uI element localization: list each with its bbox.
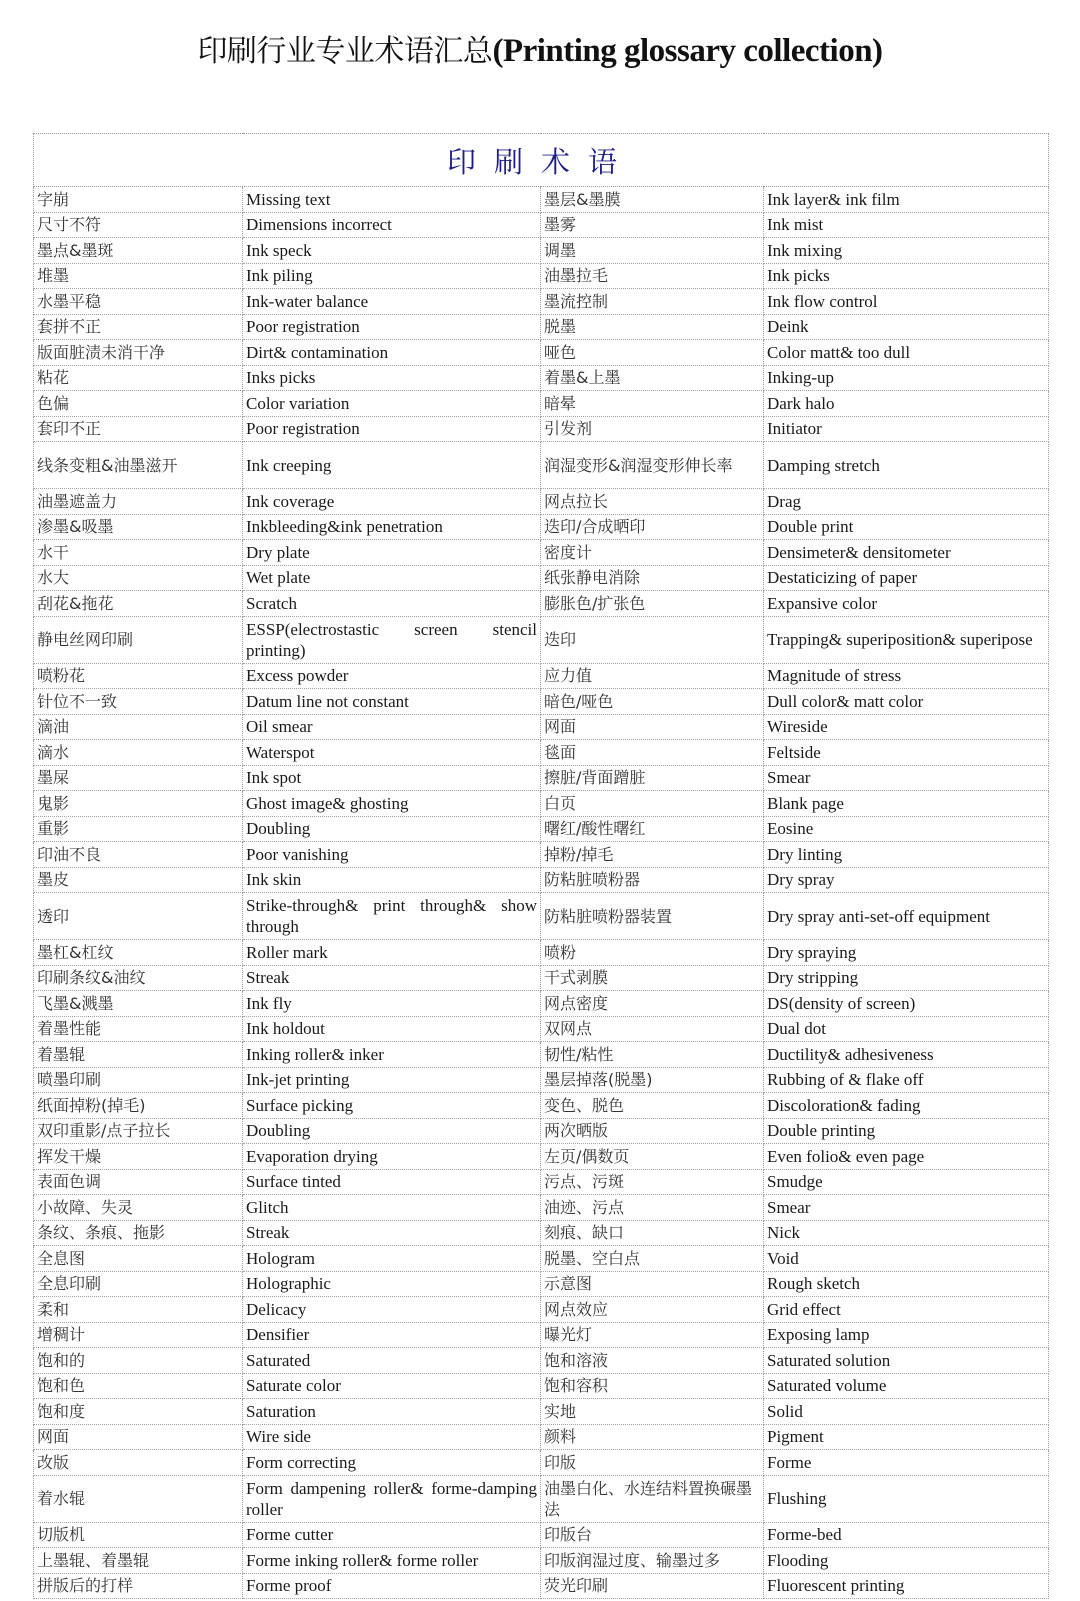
cell-term-zh: 荧光印刷 xyxy=(541,1573,764,1599)
cell-term-zh: 迭印/合成晒印 xyxy=(541,514,764,540)
cell-term-en: Trapping& superiposition& superipose xyxy=(764,616,1049,663)
table-row xyxy=(34,289,1049,315)
cell-term-zh: 切版机 xyxy=(34,1522,243,1548)
cell-term-en: Holographic xyxy=(243,1271,541,1297)
cell-term-zh: 双印重影/点子拉长 xyxy=(34,1118,243,1144)
cell-term-zh: 透印 xyxy=(34,893,243,940)
cell-term-zh: 油迹、污点 xyxy=(541,1195,764,1221)
cell-term-en: Damping stretch xyxy=(764,442,1049,489)
cell-term-en: Drag xyxy=(764,489,1049,515)
cell-term-zh: 改版 xyxy=(34,1450,243,1476)
cell-term-en: Dry spray anti-set-off equipment xyxy=(764,893,1049,940)
cell-term-zh: 鬼影 xyxy=(34,791,243,817)
cell-term-zh: 左页/偶数页 xyxy=(541,1144,764,1170)
table-row xyxy=(34,1271,1049,1297)
cell-term-zh: 油墨拉毛 xyxy=(541,263,764,289)
cell-term-zh: 干式剥膜 xyxy=(541,965,764,991)
cell-term-en: Blank page xyxy=(764,791,1049,817)
cell-term-zh: 双网点 xyxy=(541,1016,764,1042)
cell-term-zh: 柔和 xyxy=(34,1297,243,1323)
cell-term-en: Forme cutter xyxy=(243,1522,541,1548)
cell-term-en: Dry linting xyxy=(764,842,1049,868)
cell-term-zh: 防粘脏喷粉器 xyxy=(541,867,764,893)
table-row xyxy=(34,1373,1049,1399)
cell-term-zh: 刻痕、缺口 xyxy=(541,1220,764,1246)
cell-term-zh: 密度计 xyxy=(541,540,764,566)
cell-term-zh: 版面脏渍未消干净 xyxy=(34,340,243,366)
cell-term-zh: 表面色调 xyxy=(34,1169,243,1195)
cell-term-zh: 挥发干燥 xyxy=(34,1144,243,1170)
cell-term-en: Ink holdout xyxy=(243,1016,541,1042)
table-row xyxy=(34,842,1049,868)
cell-term-en: Dimensions incorrect xyxy=(243,212,541,238)
cell-term-en: Streak xyxy=(243,965,541,991)
cell-term-zh: 尺寸不符 xyxy=(34,212,243,238)
cell-term-en: Ink coverage xyxy=(243,489,541,515)
cell-term-en: Ink-water balance xyxy=(243,289,541,315)
cell-term-en: Rubbing of & flake off xyxy=(764,1067,1049,1093)
cell-term-zh: 两次晒版 xyxy=(541,1118,764,1144)
cell-term-en: Double print xyxy=(764,514,1049,540)
cell-term-zh: 墨皮 xyxy=(34,867,243,893)
cell-term-zh: 墨雾 xyxy=(541,212,764,238)
document-title-zh: 印刷行业专业术语汇总 xyxy=(197,34,493,69)
cell-term-zh: 擦脏/背面蹭脏 xyxy=(541,765,764,791)
cell-term-zh: 纸张静电消除 xyxy=(541,565,764,591)
cell-term-en: Saturated xyxy=(243,1348,541,1374)
cell-term-en: Forme inking roller& forme roller xyxy=(243,1548,541,1574)
cell-term-en: Glitch xyxy=(243,1195,541,1221)
cell-term-en: Dry stripping xyxy=(764,965,1049,991)
cell-term-en: Datum line not constant xyxy=(243,689,541,715)
cell-term-zh: 变色、脱色 xyxy=(541,1093,764,1119)
cell-term-en: Ink creeping xyxy=(243,442,541,489)
cell-term-en: Saturation xyxy=(243,1399,541,1425)
cell-term-zh: 纸面掉粉(掉毛) xyxy=(34,1093,243,1119)
cell-term-zh: 全息图 xyxy=(34,1246,243,1272)
cell-term-zh: 哑色 xyxy=(541,340,764,366)
table-row xyxy=(34,893,1049,940)
cell-term-zh: 印版 xyxy=(541,1450,764,1476)
cell-term-en: Densifier xyxy=(243,1322,541,1348)
table-row xyxy=(34,1548,1049,1574)
cell-term-en: Wet plate xyxy=(243,565,541,591)
cell-term-en: Ink mist xyxy=(764,212,1049,238)
cell-term-zh: 污点、污斑 xyxy=(541,1169,764,1195)
cell-term-en: Ink skin xyxy=(243,867,541,893)
cell-term-en: Waterspot xyxy=(243,740,541,766)
cell-term-en: Ductility& adhesiveness xyxy=(764,1042,1049,1068)
table-row xyxy=(34,314,1049,340)
cell-term-en: Oil smear xyxy=(243,714,541,740)
table-row xyxy=(34,1424,1049,1450)
cell-term-zh: 润湿变形&润湿变形伸长率 xyxy=(541,442,764,489)
cell-term-zh: 防粘脏喷粉器装置 xyxy=(541,893,764,940)
cell-term-zh: 墨流控制 xyxy=(541,289,764,315)
table-row xyxy=(34,1322,1049,1348)
cell-term-zh: 墨层掉落(脱墨) xyxy=(541,1067,764,1093)
cell-term-zh: 网点拉长 xyxy=(541,489,764,515)
cell-term-en: Inking-up xyxy=(764,365,1049,391)
cell-term-zh: 色偏 xyxy=(34,391,243,417)
cell-term-zh: 应力值 xyxy=(541,663,764,689)
cell-term-en: Exposing lamp xyxy=(764,1322,1049,1348)
cell-term-zh: 膨胀色/扩张色 xyxy=(541,591,764,617)
cell-term-zh: 韧性/粘性 xyxy=(541,1042,764,1068)
table-row xyxy=(34,1067,1049,1093)
table-row xyxy=(34,867,1049,893)
cell-term-en: Densimeter& densitometer xyxy=(764,540,1049,566)
table-row xyxy=(34,714,1049,740)
cell-term-en: Feltside xyxy=(764,740,1049,766)
cell-term-en: Delicacy xyxy=(243,1297,541,1323)
table-row xyxy=(34,489,1049,515)
cell-term-zh: 着水辊 xyxy=(34,1475,243,1522)
table-row xyxy=(34,1220,1049,1246)
cell-term-zh: 掉粉/掉毛 xyxy=(541,842,764,868)
cell-term-en: Missing text xyxy=(243,187,541,213)
cell-term-zh: 着墨&上墨 xyxy=(541,365,764,391)
cell-term-zh: 脱墨 xyxy=(541,314,764,340)
cell-term-en: Eosine xyxy=(764,816,1049,842)
cell-term-en: DS(density of screen) xyxy=(764,991,1049,1017)
cell-term-en: Ink flow control xyxy=(764,289,1049,315)
cell-term-en: Flushing xyxy=(764,1475,1049,1522)
cell-term-zh: 滴水 xyxy=(34,740,243,766)
table-row xyxy=(34,663,1049,689)
cell-term-zh: 堆墨 xyxy=(34,263,243,289)
table-row xyxy=(34,1297,1049,1323)
table-row xyxy=(34,1195,1049,1221)
table-row xyxy=(34,765,1049,791)
cell-term-zh: 网面 xyxy=(541,714,764,740)
table-row xyxy=(34,1246,1049,1272)
cell-term-en: Color variation xyxy=(243,391,541,417)
cell-term-zh: 毯面 xyxy=(541,740,764,766)
table-row xyxy=(34,514,1049,540)
cell-term-zh: 饱和色 xyxy=(34,1373,243,1399)
table-header-title: 印刷术语 xyxy=(34,134,1049,187)
table-row xyxy=(34,540,1049,566)
cell-term-en: Inking roller& inker xyxy=(243,1042,541,1068)
cell-term-en: Surface tinted xyxy=(243,1169,541,1195)
cell-term-zh: 全息印刷 xyxy=(34,1271,243,1297)
cell-term-en: Smear xyxy=(764,765,1049,791)
table-row xyxy=(34,591,1049,617)
cell-term-en: Surface picking xyxy=(243,1093,541,1119)
cell-term-en: Streak xyxy=(243,1220,541,1246)
cell-term-zh: 饱和的 xyxy=(34,1348,243,1374)
table-row xyxy=(34,1475,1049,1522)
cell-term-zh: 网点密度 xyxy=(541,991,764,1017)
cell-term-en: Inks picks xyxy=(243,365,541,391)
table-row xyxy=(34,416,1049,442)
cell-term-en: Evaporation drying xyxy=(243,1144,541,1170)
cell-term-en: Ink-jet printing xyxy=(243,1067,541,1093)
cell-term-en: Saturated volume xyxy=(764,1373,1049,1399)
cell-term-zh: 拼版后的打样 xyxy=(34,1573,243,1599)
cell-term-en: Strike-through& print through& show through xyxy=(243,893,541,940)
table-row xyxy=(34,1169,1049,1195)
cell-term-en: Even folio& even page xyxy=(764,1144,1049,1170)
cell-term-zh: 字崩 xyxy=(34,187,243,213)
cell-term-en: Saturated solution xyxy=(764,1348,1049,1374)
cell-term-zh: 示意图 xyxy=(541,1271,764,1297)
cell-term-en: Ink mixing xyxy=(764,238,1049,264)
cell-term-en: Poor vanishing xyxy=(243,842,541,868)
cell-term-en: Dull color& matt color xyxy=(764,689,1049,715)
cell-term-zh: 饱和溶液 xyxy=(541,1348,764,1374)
cell-term-en: Ink picks xyxy=(764,263,1049,289)
cell-term-zh: 水大 xyxy=(34,565,243,591)
table-row xyxy=(34,689,1049,715)
cell-term-zh: 墨点&墨斑 xyxy=(34,238,243,264)
cell-term-en: Saturate color xyxy=(243,1373,541,1399)
table-row xyxy=(34,740,1049,766)
cell-term-zh: 喷粉 xyxy=(541,940,764,966)
table-row xyxy=(34,391,1049,417)
cell-term-en: Color matt& too dull xyxy=(764,340,1049,366)
cell-term-zh: 饱和容积 xyxy=(541,1373,764,1399)
table-header-row xyxy=(34,134,1049,187)
cell-term-en: Rough sketch xyxy=(764,1271,1049,1297)
cell-term-zh: 套印不正 xyxy=(34,416,243,442)
table-row xyxy=(34,1399,1049,1425)
cell-term-en: Ink speck xyxy=(243,238,541,264)
document-title xyxy=(0,30,1080,73)
cell-term-en: Dry spray xyxy=(764,867,1049,893)
cell-term-en: Double printing xyxy=(764,1118,1049,1144)
cell-term-en: Destaticizing of paper xyxy=(764,565,1049,591)
cell-term-zh: 网面 xyxy=(34,1424,243,1450)
table-row xyxy=(34,940,1049,966)
cell-term-en: Magnitude of stress xyxy=(764,663,1049,689)
cell-term-zh: 墨层&墨膜 xyxy=(541,187,764,213)
cell-term-zh: 小故障、失灵 xyxy=(34,1195,243,1221)
cell-term-en: Doubling xyxy=(243,1118,541,1144)
cell-term-zh: 网点效应 xyxy=(541,1297,764,1323)
cell-term-en: Nick xyxy=(764,1220,1049,1246)
cell-term-zh: 印油不良 xyxy=(34,842,243,868)
cell-term-zh: 水墨平稳 xyxy=(34,289,243,315)
cell-term-en: Dry plate xyxy=(243,540,541,566)
table-row xyxy=(34,791,1049,817)
cell-term-en: Initiator xyxy=(764,416,1049,442)
cell-term-en: Dry spraying xyxy=(764,940,1049,966)
table-row xyxy=(34,187,1049,213)
cell-term-en: Dark halo xyxy=(764,391,1049,417)
table-row xyxy=(34,1093,1049,1119)
cell-term-zh: 白页 xyxy=(541,791,764,817)
cell-term-zh: 饱和度 xyxy=(34,1399,243,1425)
cell-term-zh: 重影 xyxy=(34,816,243,842)
cell-term-zh: 印版润湿过度、输墨过多 xyxy=(541,1548,764,1574)
cell-term-en: Ink fly xyxy=(243,991,541,1017)
cell-term-en: Expansive color xyxy=(764,591,1049,617)
cell-term-en: Excess powder xyxy=(243,663,541,689)
cell-term-en: Dirt& contamination xyxy=(243,340,541,366)
cell-term-zh: 实地 xyxy=(541,1399,764,1425)
cell-term-en: Forme proof xyxy=(243,1573,541,1599)
cell-term-zh: 曝光灯 xyxy=(541,1322,764,1348)
cell-term-en: Scratch xyxy=(243,591,541,617)
cell-term-en: Wire side xyxy=(243,1424,541,1450)
cell-term-en: Forme-bed xyxy=(764,1522,1049,1548)
cell-term-en: Poor registration xyxy=(243,314,541,340)
cell-term-zh: 上墨辊、着墨辊 xyxy=(34,1548,243,1574)
cell-term-zh: 曙红/酸性曙红 xyxy=(541,816,764,842)
cell-term-en: Smear xyxy=(764,1195,1049,1221)
glossary-table xyxy=(33,133,1049,1599)
cell-term-zh: 飞墨&溅墨 xyxy=(34,991,243,1017)
cell-term-zh: 线条变粗&油墨滋开 xyxy=(34,442,243,489)
cell-term-zh: 油墨白化、水连结料置换碾墨法 xyxy=(541,1475,764,1522)
table-row xyxy=(34,238,1049,264)
table-row xyxy=(34,965,1049,991)
table-row xyxy=(34,1144,1049,1170)
table-row xyxy=(34,1118,1049,1144)
cell-term-en: Ink layer& ink film xyxy=(764,187,1049,213)
cell-term-zh: 针位不一致 xyxy=(34,689,243,715)
cell-term-zh: 水干 xyxy=(34,540,243,566)
cell-term-en: Smudge xyxy=(764,1169,1049,1195)
glossary-body xyxy=(34,187,1049,1599)
table-row xyxy=(34,616,1049,663)
cell-term-zh: 粘花 xyxy=(34,365,243,391)
cell-term-zh: 油墨遮盖力 xyxy=(34,489,243,515)
cell-term-zh: 套拼不正 xyxy=(34,314,243,340)
cell-term-en: Inkbleeding&ink penetration xyxy=(243,514,541,540)
cell-term-zh: 喷墨印刷 xyxy=(34,1067,243,1093)
cell-term-en: Roller mark xyxy=(243,940,541,966)
table-row xyxy=(34,212,1049,238)
cell-term-en: Ink spot xyxy=(243,765,541,791)
cell-term-en: Ink piling xyxy=(243,263,541,289)
cell-term-en: Fluorescent printing xyxy=(764,1573,1049,1599)
table-row xyxy=(34,442,1049,489)
table-row xyxy=(34,1450,1049,1476)
cell-term-zh: 墨屎 xyxy=(34,765,243,791)
cell-term-en: Dual dot xyxy=(764,1016,1049,1042)
cell-term-en: Form dampening roller& forme-damping roller xyxy=(243,1475,541,1522)
table-row xyxy=(34,263,1049,289)
table-row xyxy=(34,1522,1049,1548)
cell-term-en: Discoloration& fading xyxy=(764,1093,1049,1119)
cell-term-zh: 增稠计 xyxy=(34,1322,243,1348)
cell-term-en: Solid xyxy=(764,1399,1049,1425)
cell-term-en: Flooding xyxy=(764,1548,1049,1574)
cell-term-en: Grid effect xyxy=(764,1297,1049,1323)
cell-term-en: Void xyxy=(764,1246,1049,1272)
cell-term-zh: 刮花&拖花 xyxy=(34,591,243,617)
cell-term-en: Deink xyxy=(764,314,1049,340)
cell-term-en: Form correcting xyxy=(243,1450,541,1476)
table-row xyxy=(34,365,1049,391)
table-row xyxy=(34,816,1049,842)
cell-term-zh: 印刷条纹&油纹 xyxy=(34,965,243,991)
cell-term-zh: 暗晕 xyxy=(541,391,764,417)
cell-term-en: Poor registration xyxy=(243,416,541,442)
cell-term-en: Forme xyxy=(764,1450,1049,1476)
cell-term-en: Doubling xyxy=(243,816,541,842)
table-row xyxy=(34,340,1049,366)
cell-term-zh: 静电丝网印刷 xyxy=(34,616,243,663)
cell-term-zh: 脱墨、空白点 xyxy=(541,1246,764,1272)
cell-term-zh: 调墨 xyxy=(541,238,764,264)
cell-term-zh: 渗墨&吸墨 xyxy=(34,514,243,540)
cell-term-zh: 着墨辊 xyxy=(34,1042,243,1068)
cell-term-zh: 暗色/哑色 xyxy=(541,689,764,715)
table-row xyxy=(34,1573,1049,1599)
table-row xyxy=(34,1042,1049,1068)
cell-term-en: Hologram xyxy=(243,1246,541,1272)
cell-term-en: Ghost image& ghosting xyxy=(243,791,541,817)
document-title-en: (Printing glossary collection) xyxy=(492,33,883,69)
cell-term-zh: 引发剂 xyxy=(541,416,764,442)
cell-term-en: Pigment xyxy=(764,1424,1049,1450)
cell-term-zh: 印版台 xyxy=(541,1522,764,1548)
cell-term-zh: 迭印 xyxy=(541,616,764,663)
table-row xyxy=(34,1016,1049,1042)
cell-term-en: Wireside xyxy=(764,714,1049,740)
cell-term-zh: 颜料 xyxy=(541,1424,764,1450)
table-row xyxy=(34,1348,1049,1374)
cell-term-zh: 墨杠&杠纹 xyxy=(34,940,243,966)
table-row xyxy=(34,991,1049,1017)
cell-term-zh: 滴油 xyxy=(34,714,243,740)
cell-term-zh: 条纹、条痕、拖影 xyxy=(34,1220,243,1246)
table-row xyxy=(34,565,1049,591)
cell-term-en: ESSP(electrostastic screen stencil printing) xyxy=(243,616,541,663)
cell-term-zh: 喷粉花 xyxy=(34,663,243,689)
cell-term-zh: 着墨性能 xyxy=(34,1016,243,1042)
